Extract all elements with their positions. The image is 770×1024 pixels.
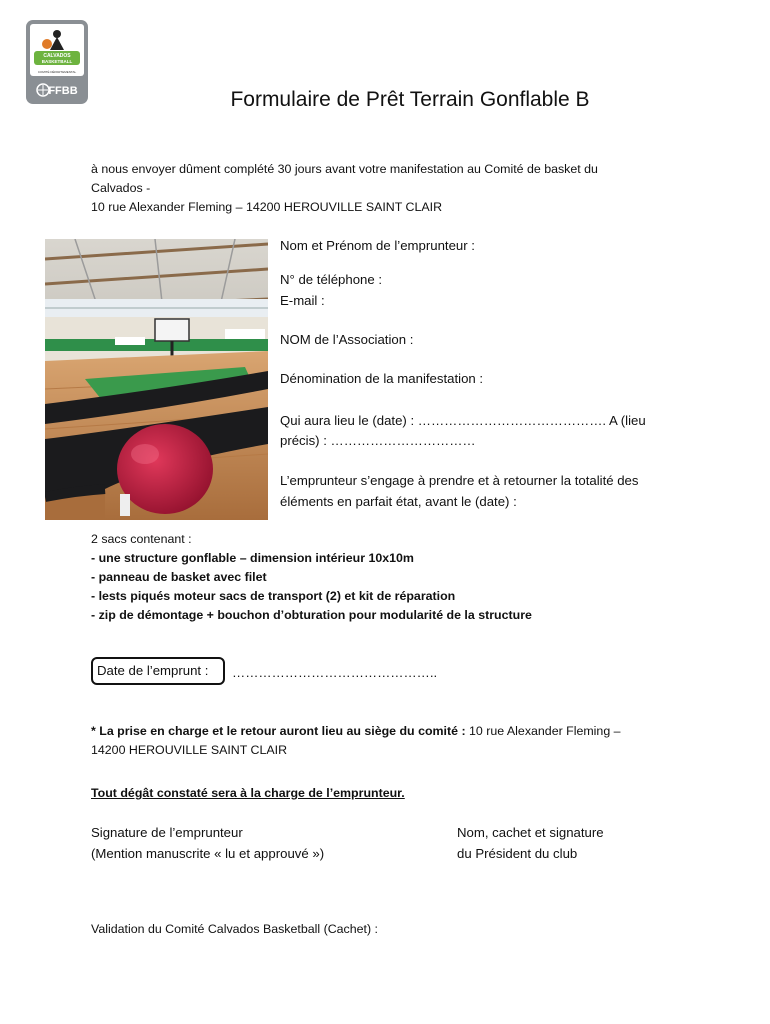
borrower-signature-mention: (Mention manuscrite « lu et approuvé ») (91, 846, 325, 861)
inflatable-court-photo (45, 239, 268, 520)
contents-heading: 2 sacs contenant : (91, 532, 192, 546)
logo-org-line2: BASKETBALL (41, 59, 73, 64)
contents-item: - zip de démontage + bouchon d’obturation pour modularité de la structure (91, 608, 532, 622)
email-field: E-mail : (280, 293, 325, 308)
pickup-line1 (91, 722, 621, 741)
page-title: Formulaire de Prêt Terrain Gonflable B (230, 88, 590, 111)
damage-notice: Tout dégât constaté sera à la charge de l’emprunteur. (91, 786, 405, 800)
borrower-name-field: Nom et Prénom de l’emprunteur : (280, 238, 475, 253)
pickup-bold: * La prise en charge et le retour auront lieu au siège du comité : (91, 724, 466, 738)
loan-date-dots: ……………………………………….. (232, 665, 438, 680)
pickup-line2: 14200 HEROUVILLE SAINT CLAIR (91, 743, 288, 757)
event-date-place-line1: Qui aura lieu le (date) : ……………………………………. A (lieu (280, 413, 646, 428)
borrower-signature-label: Signature de l’emprunteur (91, 825, 243, 840)
contents-item: - lests piqués moteur sacs de transport (2) et kit de réparation (91, 589, 456, 603)
pickup-address: 10 rue Alexander Fleming – (465, 724, 621, 738)
event-name-field: Dénomination de la manifestation : (280, 371, 484, 386)
commitment-line2: éléments en parfait état, avant le (date) : (280, 494, 517, 509)
association-field: NOM de l’Association : (280, 332, 414, 347)
logo-committee: COMITÉ DÉPARTEMENTAL (37, 70, 77, 74)
president-signature-label: Nom, cachet et signature (457, 825, 604, 840)
intro-line2: Calvados - (91, 181, 151, 195)
commitment-line1: L’emprunteur s’engage à prendre et à retourner la totalité des (280, 473, 639, 488)
logo-federation: FFBB (48, 85, 78, 97)
event-date-place-line2: précis) : …………………………… (280, 433, 476, 448)
intro-address: 10 rue Alexander Fleming – 14200 HEROUVILLE SAINT CLAIR (91, 200, 443, 214)
logo-org-line1: CALVADOS (43, 53, 71, 59)
committee-validation: Validation du Comité Calvados Basketball (Cachet) : (91, 922, 378, 936)
phone-field: N° de téléphone : (280, 272, 383, 287)
president-signature-club: du Président du club (457, 846, 578, 861)
intro-line1: à nous envoyer dûment complété 30 jours avant votre manifestation au Comité de basket du (91, 162, 598, 176)
contents-item: - une structure gonflable – dimension intérieur 10x10m (91, 551, 414, 565)
loan-date-label: Date de l’emprunt : (91, 657, 225, 685)
contents-item: - panneau de basket avec filet (91, 570, 267, 584)
